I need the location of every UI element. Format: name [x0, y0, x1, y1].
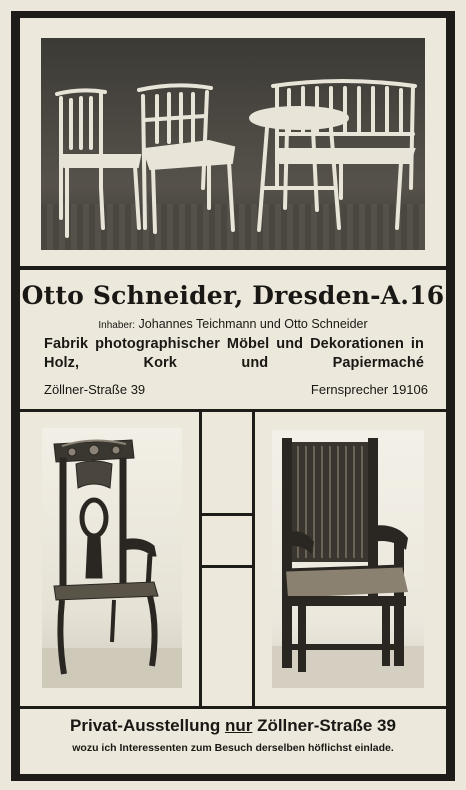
phone-number: Fernsprecher 19106: [310, 382, 428, 397]
divider-bottom-photos: [20, 706, 446, 709]
exhibition-suffix: Zöllner-Straße 39: [252, 716, 396, 735]
street-address: Zöllner-Straße 39: [44, 382, 146, 397]
owners-label: Inhaber:: [98, 320, 136, 331]
carved-armchair-illustration: [42, 428, 182, 688]
separator-left: [199, 412, 202, 706]
company-tagline: Fabrik photographischer Möbel und Dekorationen in Holz, Kork und Papiermaché: [44, 336, 424, 371]
owners-names: Johannes Teichmann und Otto Schneider: [138, 317, 368, 331]
separator-rung-2: [202, 565, 252, 568]
separator-right: [252, 412, 255, 706]
invitation-line: wozu ich Interessenten zum Besuch derselben höflichst einlade.: [72, 742, 394, 754]
owners-line: [20, 317, 446, 331]
baroque-armchair-photo: [272, 430, 424, 688]
separator-rung-1: [202, 513, 252, 516]
divider-top-photo: [20, 266, 446, 270]
baroque-armchair-illustration: [272, 430, 424, 688]
divider-text-block: [20, 409, 446, 412]
exhibition-line: [20, 716, 446, 736]
furniture-set-photo: [41, 38, 425, 250]
company-title: Otto Schneider, Dresden-A.16: [21, 281, 445, 310]
exhibition-emphasis: nur: [224, 716, 253, 735]
exhibition-prefix: Privat-Ausstellung: [70, 716, 225, 735]
furniture-set-illustration: [41, 38, 425, 250]
carved-armchair-photo: [42, 428, 182, 688]
